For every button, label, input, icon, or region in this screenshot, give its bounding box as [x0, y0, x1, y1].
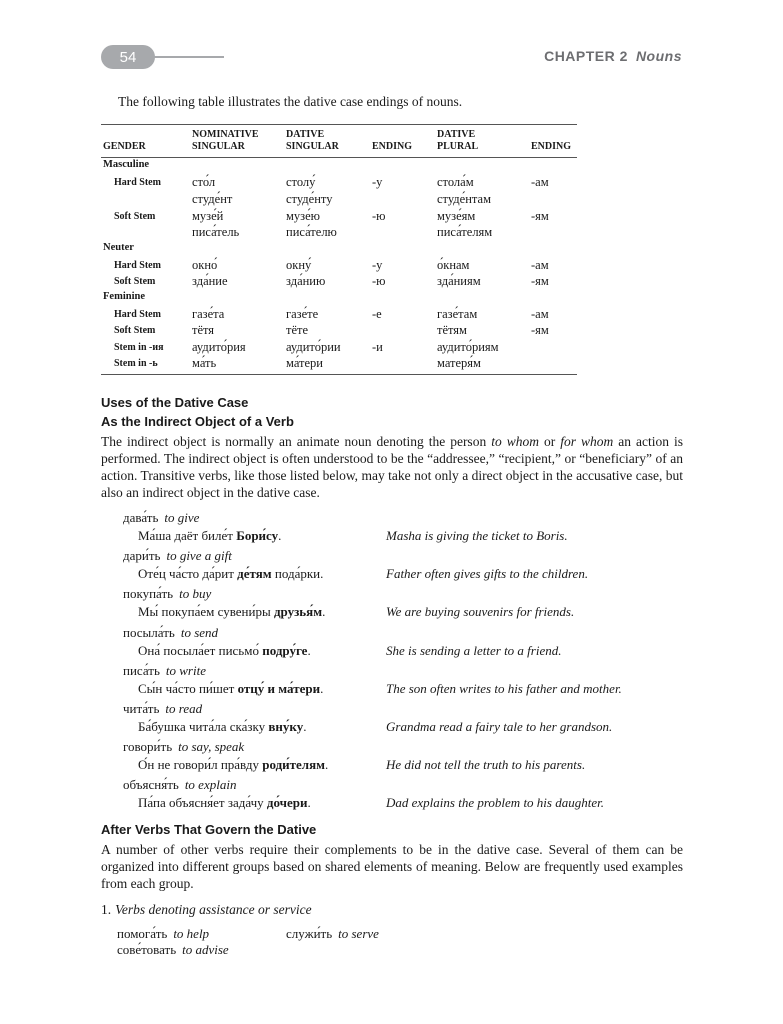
ru-text: .	[322, 604, 326, 619]
para-text: an action is performed. The indirect object is often understood to be the “addressee,” “recipient,” or “beneficiary” of an action. Transitive verbs, like those listed below, may take not only a direct object in the accusative case, but also an indirect object in the dative case.	[101, 434, 683, 500]
verb-infinitive: объясня́ть	[123, 777, 179, 792]
ru-text: .	[325, 757, 329, 772]
example-entry	[0, 701, 783, 739]
cell-nom: музе́й	[192, 209, 224, 223]
cell-ending: -и	[372, 340, 383, 354]
stem-label: Hard Stem	[114, 309, 161, 320]
example-english: Father often gives gifts to the children.	[386, 566, 589, 581]
verb-gloss: to buy	[179, 586, 212, 601]
group-masculine: Masculine	[103, 159, 150, 170]
cell-plural: тётям	[437, 323, 467, 337]
cell-plural: музе́ям	[437, 209, 476, 223]
header-rule	[150, 56, 224, 58]
col-nom-2: SINGULAR	[192, 141, 245, 152]
cell-ending: -ю	[372, 209, 386, 223]
verb-infinitive: посыла́ть	[123, 625, 175, 640]
verb-gloss: to write	[165, 663, 206, 678]
ru-text: .	[278, 528, 282, 543]
stem-label: Hard Stem	[114, 260, 161, 271]
example-entry	[0, 586, 783, 624]
stem-label: Stem in -ия	[114, 342, 164, 353]
cell-plural: писа́телям	[437, 225, 493, 239]
col-datpl-2: PLURAL	[437, 141, 479, 152]
ru-text: Ба́бушка чита́ла ска́зку	[138, 719, 269, 734]
intro-text: The following table illustrates the dative case endings of nouns.	[118, 94, 463, 109]
verb-pair	[286, 926, 379, 942]
chapter-subject: Nouns	[635, 48, 682, 64]
ru-text: Па́па объясня́ет зада́чу	[138, 795, 267, 810]
cell-dat: писа́телю	[286, 225, 337, 239]
cell-plural: аудито́риям	[437, 340, 499, 354]
example-english: Masha is giving the ticket to Boris.	[386, 528, 568, 543]
verb-infinitive: сове́товать	[117, 942, 177, 957]
ru-dative: Бори́су	[236, 528, 279, 543]
verb-gloss: to give a gift	[166, 548, 232, 563]
example-russian	[138, 719, 306, 735]
ru-text: Ма́ша даёт биле́т	[138, 528, 237, 543]
cell-dat: тёте	[286, 323, 309, 337]
table-row	[101, 274, 577, 290]
verb-gloss: to send	[180, 625, 219, 640]
example-russian	[138, 528, 281, 544]
verb-pair	[117, 926, 209, 942]
example-verb	[123, 739, 244, 755]
cell-ending-plural: -ам	[531, 175, 549, 189]
group-feminine: Feminine	[103, 291, 145, 302]
para-italic: to whom	[491, 434, 539, 449]
ru-dative: роди́телям	[262, 757, 325, 772]
stem-label: Soft Stem	[114, 211, 156, 222]
verb-infinitive: писа́ть	[123, 663, 160, 678]
example-russian	[138, 681, 323, 697]
ru-text: .	[320, 681, 324, 696]
table-row	[101, 323, 577, 339]
cell-ending-plural: -ам	[531, 258, 549, 272]
example-entry	[0, 510, 783, 548]
verb-infinitive: дари́ть	[123, 548, 161, 563]
ru-text: Она́ посыла́ет письмо́	[138, 643, 263, 658]
table-row	[101, 192, 577, 208]
cell-dat: столу́	[286, 175, 316, 189]
cell-dat: зда́нию	[286, 274, 326, 288]
cell-nom: аудито́рия	[192, 340, 246, 354]
subsection-title-after-verbs: After Verbs That Govern the Dative	[101, 822, 317, 837]
ru-text: пода́рки.	[271, 566, 324, 581]
example-russian	[138, 757, 328, 773]
verb-infinitive: говори́ть	[123, 739, 173, 754]
para-text: or	[538, 434, 561, 449]
example-russian	[138, 566, 323, 582]
cell-plural: газе́там	[437, 307, 478, 321]
ru-text: .	[307, 795, 311, 810]
chapter-label: CHAPTER 2	[544, 48, 628, 64]
ru-dative: подру́ге	[262, 643, 308, 658]
verb-infinitive: чита́ть	[123, 701, 160, 716]
page-number: 54	[101, 45, 155, 69]
group-neuter: Neuter	[103, 242, 134, 253]
ru-dative: вну́ку	[268, 719, 304, 734]
example-entry	[0, 663, 783, 701]
cell-ending-plural: -ям	[531, 209, 549, 223]
cell-dat: аудито́рии	[286, 340, 341, 354]
cell-dat: студе́нту	[286, 192, 333, 206]
stem-label: Hard Stem	[114, 177, 161, 188]
verb-infinitive: дава́ть	[123, 510, 159, 525]
ru-text: .	[307, 643, 311, 658]
ru-dative: де́тям	[237, 566, 272, 581]
cell-ending-plural: -ам	[531, 307, 549, 321]
cell-ending-plural: -ям	[531, 274, 549, 288]
table-header	[101, 125, 577, 158]
example-russian	[138, 643, 311, 659]
verb-gloss: to explain	[184, 777, 237, 792]
example-verb	[123, 777, 236, 793]
cell-dat: музе́ю	[286, 209, 320, 223]
example-entry	[0, 777, 783, 815]
verb-gloss: to advise	[182, 942, 229, 957]
col-nom-1: NOMINATIVE	[192, 129, 259, 140]
example-english: The son often writes to his father and mother.	[386, 681, 622, 696]
list-heading	[101, 902, 312, 918]
table-row	[101, 225, 577, 241]
ru-dative: друзья́м	[273, 604, 323, 619]
col-ending-1: ENDING	[372, 141, 413, 152]
example-verb	[123, 548, 232, 564]
verb-infinitive: покупа́ть	[123, 586, 174, 601]
example-entry	[0, 548, 783, 586]
cell-nom: студе́нт	[192, 192, 233, 206]
table-row	[101, 209, 577, 225]
stem-label: Soft Stem	[114, 276, 156, 287]
ru-dative: отцу́ и ма́тери	[237, 681, 321, 696]
ru-text: Оте́ц ча́сто да́рит	[138, 566, 238, 581]
cell-nom: зда́ние	[192, 274, 228, 288]
example-russian	[138, 604, 325, 620]
cell-nom: газе́та	[192, 307, 225, 321]
cell-dat: окну́	[286, 258, 312, 272]
para-italic: for whom	[560, 434, 614, 449]
verb-gloss: to say, speak	[178, 739, 245, 754]
running-header	[544, 48, 682, 64]
after-verbs-paragraph: A number of other verbs require their complements to be in the dative case. Several of them can be organized into different groups based on shared elements of meaning. Below are frequently used examples from each group.	[101, 842, 683, 891]
example-english: Dad explains the problem to his daughter.	[386, 795, 604, 810]
verb-gloss: to serve	[338, 926, 379, 941]
example-english: He did not tell the truth to his parents.	[386, 757, 586, 772]
cell-nom: писа́тель	[192, 225, 240, 239]
col-datpl-1: DATIVE	[437, 129, 476, 140]
cell-nom: тётя	[192, 323, 215, 337]
col-dat-1: DATIVE	[286, 129, 325, 140]
example-english: We are buying souvenirs for friends.	[386, 604, 575, 619]
ru-text: Сы́н ча́сто пи́шет	[138, 681, 238, 696]
col-gender: GENDER	[103, 141, 146, 152]
cell-plural: студе́нтам	[437, 192, 491, 206]
cell-plural: матеря́м	[437, 356, 481, 370]
list-number: 1.	[101, 902, 112, 917]
cell-nom: ма́ть	[192, 356, 217, 370]
section-title-uses: Uses of the Dative Case	[101, 395, 249, 410]
table-row	[101, 356, 577, 372]
para-text: The indirect object is normally an animate noun denoting the person	[101, 434, 492, 449]
col-dat-2: SINGULAR	[286, 141, 339, 152]
cell-dat: ма́тери	[286, 356, 323, 370]
stem-label: Soft Stem	[114, 325, 156, 336]
example-entry	[0, 739, 783, 777]
example-english: Grandma read a fairy tale to her grandson.	[386, 719, 613, 734]
cell-nom: окно́	[192, 258, 218, 272]
verb-gloss: to read	[165, 701, 203, 716]
ru-text: Мы́ покупа́ем сувени́ры	[138, 604, 274, 619]
cell-ending: -е	[372, 307, 382, 321]
dative-endings-table	[101, 124, 577, 375]
table-row	[101, 175, 577, 191]
verb-infinitive: помога́ть	[117, 926, 168, 941]
example-russian	[138, 795, 311, 811]
ru-text: .	[303, 719, 307, 734]
cell-ending: -у	[372, 258, 383, 272]
col-ending-2: ENDING	[531, 141, 572, 152]
stem-label: Stem in -ь	[114, 358, 158, 369]
example-verb	[123, 663, 206, 679]
example-verb	[123, 586, 211, 602]
example-english: She is sending a letter to a friend.	[386, 643, 562, 658]
ru-text: О́н не говори́л пра́вду	[138, 757, 263, 772]
list-title: Verbs denoting assistance or service	[115, 902, 312, 917]
cell-plural: зда́ниям	[437, 274, 481, 288]
cell-nom: сто́л	[192, 175, 216, 189]
verb-infinitive: служи́ть	[286, 926, 333, 941]
cell-ending-plural: -ям	[531, 323, 549, 337]
verb-pair	[117, 942, 229, 958]
verb-gloss: to help	[173, 926, 210, 941]
table-row	[101, 307, 577, 323]
cell-plural: стола́м	[437, 175, 474, 189]
ru-dative: до́чери	[266, 795, 308, 810]
example-verb	[123, 510, 199, 526]
example-verb	[123, 701, 202, 717]
table-row	[101, 340, 577, 356]
table-row	[101, 258, 577, 274]
cell-plural: о́кнам	[437, 258, 470, 272]
example-entry	[0, 625, 783, 663]
cell-dat: газе́те	[286, 307, 319, 321]
verb-gloss: to give	[164, 510, 200, 525]
indirect-object-paragraph	[101, 433, 683, 501]
subsection-title-indirect: As the Indirect Object of a Verb	[101, 414, 294, 429]
cell-ending: -ю	[372, 274, 386, 288]
example-verb	[123, 625, 218, 641]
cell-ending: -у	[372, 175, 383, 189]
